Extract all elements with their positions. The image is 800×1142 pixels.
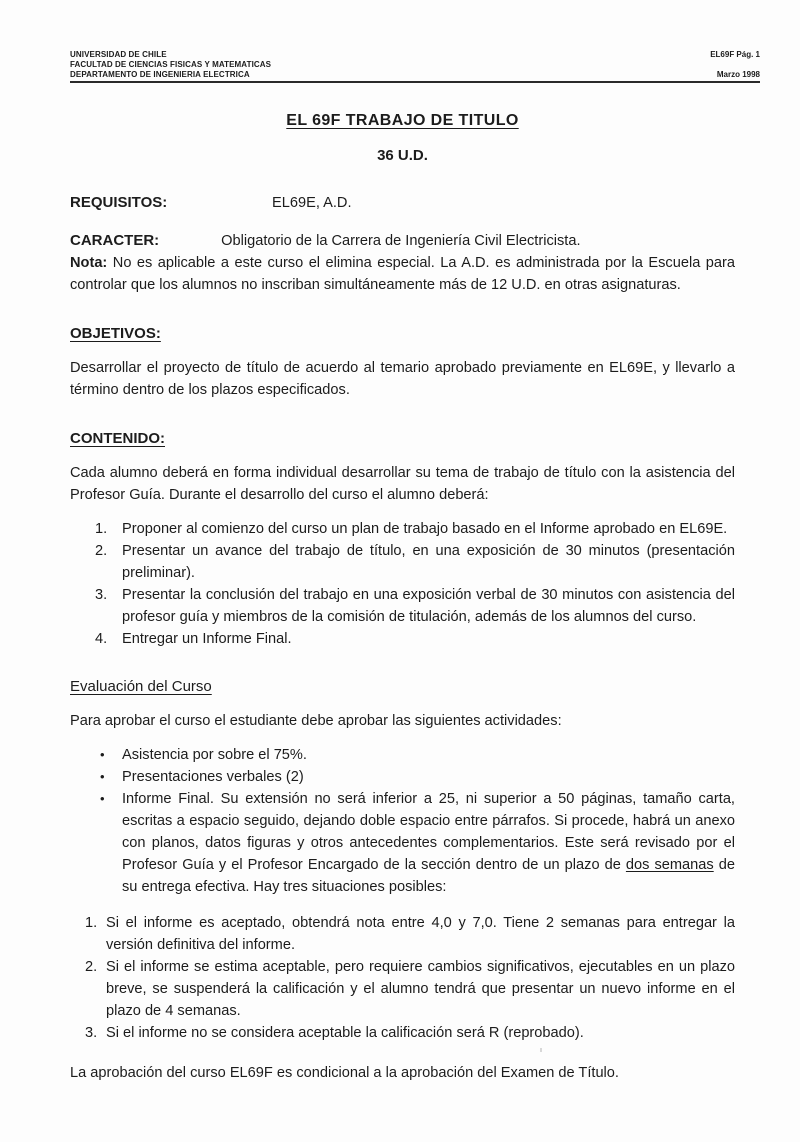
list-item-text	[122, 788, 735, 898]
course-credits: 36 U.D.	[377, 147, 428, 164]
contenido-intro: Cada alumno deberá en forma individual desarrollar su tema de trabajo de título con la asistencia del Profesor Guía. Durante el desarrollo del curso el alumno deberá:	[70, 465, 735, 503]
list-item-text: Proponer al comienzo del curso un plan de trabajo basado en el Informe aprobado en EL69E.	[122, 521, 728, 537]
list-item-text: Asistencia por sobre el 75%.	[122, 747, 307, 763]
nota-text: No es aplicable a este curso el elimina especial. La A.D. es administrada por la Escuela para controlar que los alumnos no inscriban simultáneamente más de 12 U.D. en otras asignaturas.	[70, 255, 735, 293]
list-item-number: 3.	[95, 587, 108, 603]
list-item-text: Presentaciones verbales (2)	[122, 769, 304, 785]
informe-text-underlined: dos semanas	[625, 857, 714, 873]
activities-list	[70, 744, 735, 898]
objetivos-text: Desarrollar el proyecto de título de acuerdo al temario aprobado previamente en EL69E, y llevarlo a término dentro de los plazos especificados.	[70, 360, 735, 398]
situations-list	[70, 912, 735, 1044]
list-item	[100, 744, 735, 766]
scan-artifact	[540, 1048, 542, 1052]
closing-statement: La aprobación del curso EL69F es condicional a la aprobación del Examen de Título.	[70, 1065, 619, 1081]
tasks-list	[70, 518, 735, 650]
doc-date: Marzo 1998	[716, 70, 760, 79]
organization-block	[70, 50, 271, 80]
evaluacion-heading: Evaluación del Curso	[70, 678, 212, 695]
list-item-number: 1.	[95, 521, 108, 537]
list-item	[100, 766, 735, 788]
reference-block	[710, 50, 760, 80]
list-item-number: 2.	[95, 543, 108, 559]
list-item-text: Si el informe es aceptado, obtendrá nota entre 4,0 y 7,0. Tiene 2 semanas para entregar la versión definitiva del informe.	[106, 915, 735, 953]
document-body	[0, 110, 800, 1084]
list-item	[85, 912, 735, 956]
informe-text-post: de su entrega efectiva. Hay tres situaciones posibles:	[122, 857, 735, 895]
bullet-icon: •	[100, 769, 105, 784]
bullet-icon: •	[100, 791, 105, 806]
caracter-value: Obligatorio de la Carrera de Ingeniería Civil Electricista.	[221, 233, 581, 249]
requisitos-label: REQUISITOS:	[70, 194, 168, 211]
requisitos-value: EL69E, A.D.	[272, 195, 352, 211]
caracter-nota-paragraph	[70, 230, 735, 296]
list-item-number: 1.	[85, 915, 98, 931]
caracter-label: CARACTER:	[70, 232, 160, 249]
informe-text-pre: Informe Final. Su extensión no será inferior a 25, ni superior a 50 páginas, tamaño carta, escritas a espacio seguido, dejando doble espacio entre párrafos. Si procede, habrá un anexo con planos, datos figuras y otros antecedentes complementarios. Este será revisado por el Profesor Guía y el Profesor Encargado de la sección dentro de un plazo de	[122, 791, 735, 873]
contenido-heading: CONTENIDO:	[70, 430, 165, 447]
list-item-number: 2.	[85, 959, 98, 975]
doc-ref: EL69F Pág. 1	[710, 50, 760, 59]
evaluacion-intro: Para aprobar el curso el estudiante debe aprobar las siguientes actividades:	[70, 713, 562, 729]
list-item-number: 3.	[85, 1025, 98, 1041]
list-item-number: 4.	[95, 631, 108, 647]
list-item	[85, 956, 735, 1022]
bullet-icon: •	[100, 747, 105, 762]
list-item-text: Presentar la conclusión del trabajo en una exposición verbal de 30 minutos con asistencia del profesor guía y miembros de la comisión de titulación, además de los alumnos del curso.	[122, 587, 735, 625]
letterhead	[70, 50, 760, 83]
org-line-university: UNIVERSIDAD DE CHILE	[70, 50, 167, 59]
list-item	[95, 518, 735, 540]
org-line-department: DEPARTAMENTO DE INGENIERIA ELECTRICA	[70, 70, 250, 79]
list-item-text: Presentar un avance del trabajo de título, en una exposición de 30 minutos (presentación preliminar).	[122, 543, 735, 581]
list-item	[95, 628, 735, 650]
list-item	[95, 584, 735, 628]
org-line-faculty: FACULTAD DE CIENCIAS FISICAS Y MATEMATICAS	[70, 60, 272, 69]
requisitos-row	[70, 192, 735, 214]
list-item	[95, 540, 735, 584]
nota-label: Nota:	[70, 255, 108, 271]
list-item-text: Entregar un Informe Final.	[122, 631, 292, 647]
list-item-text: Si el informe no se considera aceptable la calificación será R (reprobado).	[106, 1025, 584, 1041]
list-item-text: Si el informe se estima aceptable, pero requiere cambios significativos, ejecutables en un plazo breve, se suspenderá la calificación y el alumno tendrá que presentar un nuevo informe en el plazo de 4 semanas.	[106, 959, 735, 1019]
course-title: EL 69F TRABAJO DE TITULO	[286, 112, 519, 129]
list-item	[85, 1022, 735, 1044]
list-item	[100, 788, 735, 898]
objetivos-heading: OBJETIVOS:	[70, 325, 161, 342]
